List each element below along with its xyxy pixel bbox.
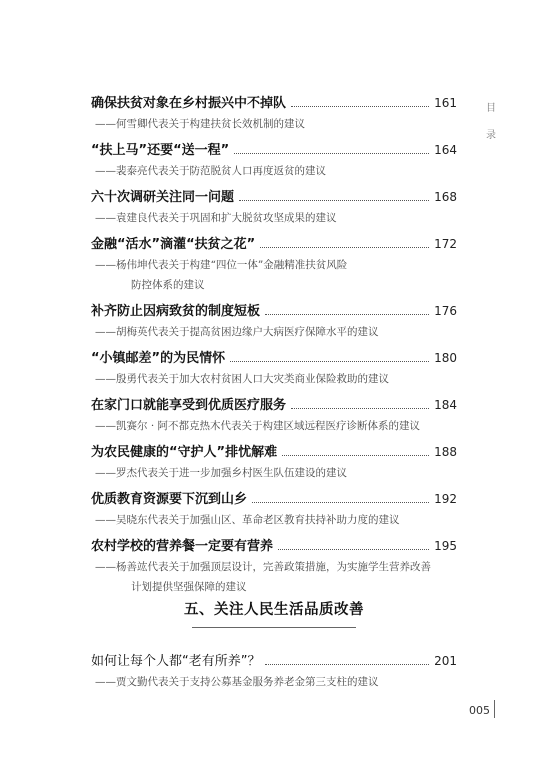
toc-entry[interactable] [91,139,457,181]
toc-entry[interactable] [91,233,457,295]
toc-entry-subtitle: ——杨伟坤代表关于构建“四位一体”金融精准扶贫风险 [95,259,348,271]
leader-dots [234,153,429,154]
toc-entry[interactable] [91,394,457,436]
leader-dots [278,549,429,550]
side-label-char: 录 [486,130,496,141]
toc-entry-subtitle-continued: 防控体系的建议 [131,279,205,291]
leader-dots [260,247,429,248]
leader-dots [291,106,429,107]
toc-entry-page[interactable]: 164 [434,143,457,157]
toc-entry-subtitle-continued: 计划提供坚强保障的建议 [131,581,247,593]
leader-dots [230,361,429,362]
toc-entry-title[interactable]: 优质教育资源要下沉到山乡 [91,492,248,507]
toc-entry-page[interactable]: 188 [434,445,457,459]
toc-entry[interactable] [91,535,457,597]
leader-dots [265,664,429,665]
toc-entry-page[interactable]: 192 [434,492,457,506]
toc-entry-subtitle: ——杨善竑代表关于加强顶层设计，完善政策措施，为实施学生营养改善 [95,561,431,573]
leader-dots [291,408,429,409]
section-title: 五、关注人民生活品质改善 [184,602,364,618]
page-number: 005 [469,704,490,717]
toc-entry[interactable] [91,186,457,228]
toc-entry-page[interactable]: 172 [434,237,457,251]
toc-entry-title[interactable]: 金融“活水”滴灌“扶贫之花” [91,237,256,252]
toc-entry-subtitle: ——罗杰代表关于进一步加强乡村医生队伍建设的建议 [95,467,347,479]
toc-entry-subtitle: ——胡梅英代表关于提高贫困边缘户大病医疗保障水平的建议 [95,326,379,338]
toc-list-section-5 [91,650,457,697]
toc-entry-title[interactable]: “小镇邮差”的为民情怀 [91,351,226,366]
toc-entry-title[interactable]: “扶上马”还要“送一程” [91,143,230,158]
toc-entry-page[interactable]: 168 [434,190,457,204]
page-number-divider [494,700,495,718]
toc-entry-subtitle: ——殷勇代表关于加大农村贫困人口大灾类商业保险救助的建议 [95,373,389,385]
section-underline [192,627,356,628]
toc-entry-title[interactable]: 确保扶贫对象在乡村振兴中不掉队 [91,96,287,111]
leader-dots [265,314,429,315]
toc-entry-title[interactable]: 在家门口就能享受到优质医疗服务 [91,398,287,413]
toc-entry-title[interactable]: 如何让每个人都“老有所养”？ [91,654,261,669]
toc-entry-page[interactable]: 195 [434,539,457,553]
leader-dots [239,200,429,201]
section-heading [91,598,457,628]
toc-entry-subtitle: ——贾文勤代表关于支持公募基金服务养老金第三支柱的建议 [95,676,379,688]
toc-entry-title[interactable]: 农村学校的营养餐一定要有营养 [91,539,274,554]
toc-entry-page[interactable]: 201 [434,654,457,668]
toc-entry-page[interactable]: 176 [434,304,457,318]
toc-entry[interactable] [91,488,457,530]
toc-entry-title[interactable]: 补齐防止因病致贫的制度短板 [91,304,261,319]
toc-entry-subtitle: ——袁建良代表关于巩固和扩大脱贫攻坚成果的建议 [95,212,337,224]
leader-dots [282,455,429,456]
toc-entry-subtitle: ——裴泰亮代表关于防范脱贫人口再度返贫的建议 [95,165,326,177]
toc-entry-title[interactable]: 六十次调研关注同一问题 [91,190,235,205]
side-label [484,95,498,149]
toc-entry[interactable] [91,441,457,483]
toc-entry[interactable] [91,92,457,134]
toc-entry-title[interactable]: 为农民健康的“守护人”排忧解难 [91,445,278,460]
leader-dots [252,502,429,503]
toc-entry-page[interactable]: 180 [434,351,457,365]
toc-entry-subtitle: ——吴晓东代表关于加强山区、革命老区教育扶持补助力度的建议 [95,514,400,526]
toc-entry-page[interactable]: 184 [434,398,457,412]
toc-entry-page[interactable]: 161 [434,96,457,110]
toc-entry[interactable] [91,300,457,342]
toc-entry[interactable] [91,650,457,692]
toc-entry-subtitle: ——凯赛尔 · 阿不都克热木代表关于构建区域远程医疗诊断体系的建议 [95,420,421,432]
toc-list [91,92,457,602]
toc-entry-subtitle: ——何雪卿代表关于构建扶贫长效机制的建议 [95,118,305,130]
side-label-char: 目 [486,103,496,114]
toc-entry[interactable] [91,347,457,389]
